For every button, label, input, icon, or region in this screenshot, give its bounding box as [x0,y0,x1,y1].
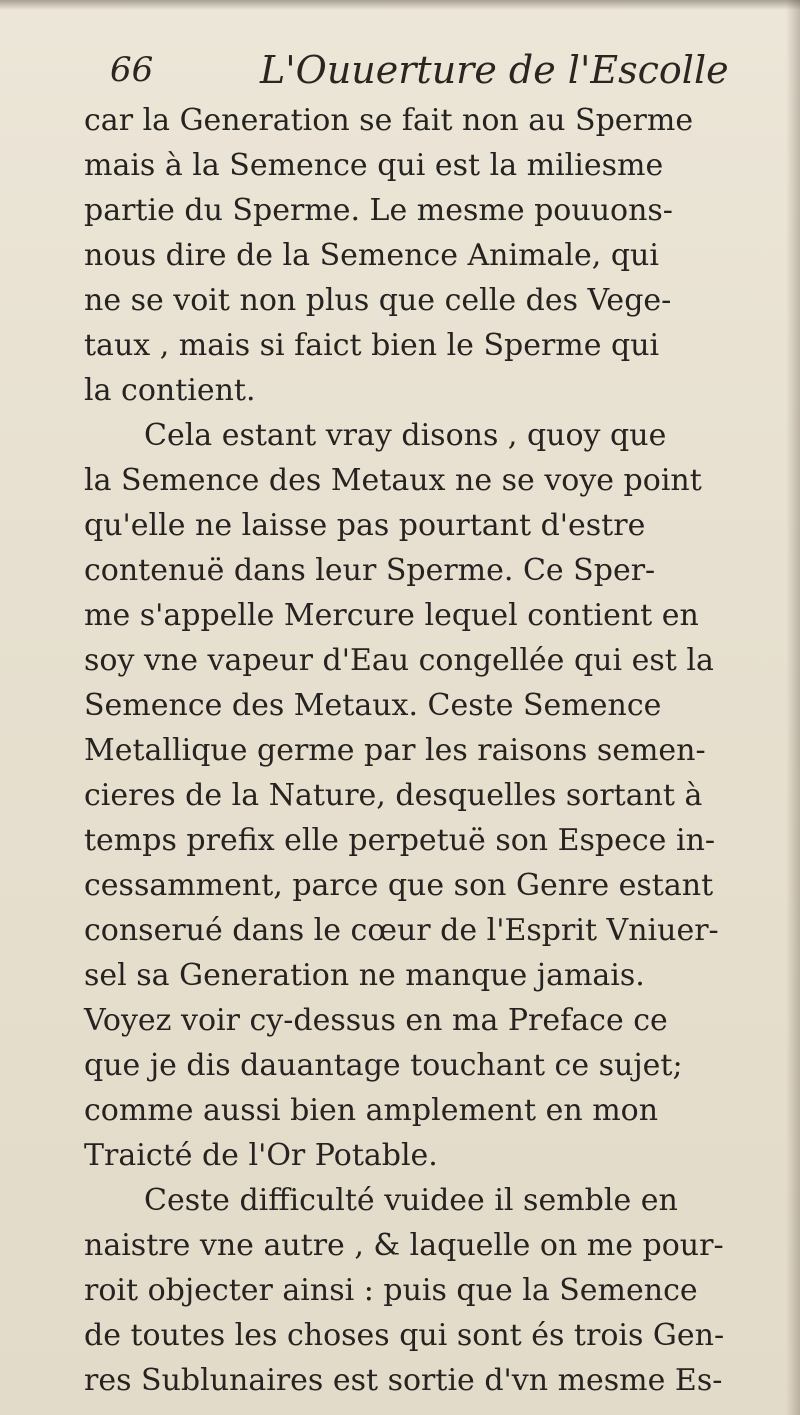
text-line: conserué dans le cœur de l'Esprit Vniuer- [84,913,719,948]
text-line: que je dis dauantage touchant ce sujet; [84,1048,683,1083]
text-line: cieres de la Nature, desquelles sortant à [84,778,703,813]
text-line: soy vne vapeur d'Eau congellée qui est la [84,643,714,678]
text-line: sel sa Generation ne manque jamais. [84,958,645,993]
text-line: Metallique germe par les raisons semen- [84,733,706,768]
running-head: L'Ouuerture de l'Escolle [260,48,729,92]
text-line: la Semence des Metaux ne se voye point [84,463,702,498]
text-line: temps prefix elle perpetuë son Espece in- [84,823,716,858]
text-line: qu'elle ne laisse pas pourtant d'estre [84,508,646,543]
text-line: mais à la Semence qui est la miliesme [84,148,664,183]
text-line: Voyez voir cy-dessus en ma Preface ce [84,1003,668,1038]
text-line: Traicté de l'Or Potable. [84,1138,438,1173]
text-line: res Sublunaires est sortie d'vn mesme Es- [84,1363,723,1398]
text-line: la contient. [84,373,256,408]
text-line: ne se voit non plus que celle des Vege- [84,283,672,318]
page-header [110,44,729,96]
text-line: comme aussi bien amplement en mon [84,1093,659,1128]
text-line: contenuë dans leur Sperme. Ce Sper- [84,553,656,588]
text-line: me s'appelle Mercure lequel contient en [84,598,699,633]
text-line: partie du Sperme. Le mesme pouuons- [84,193,673,228]
text-line: car la Generation se fait non au Sperme [84,103,694,138]
text-line: de toutes les choses qui sont és trois Gen- [84,1318,725,1353]
text-line: naistre vne autre , & laquelle on me pour- [84,1228,724,1263]
text-line: cessamment, parce que son Genre estant [84,868,714,903]
body-text [84,98,800,1403]
text-line: roit objecter ainsi : puis que la Semence [84,1273,698,1308]
text-line: Cela estant vray disons , quoy que [144,418,667,453]
page-top-shadow [0,0,800,10]
text-line: nous dire de la Semence Animale, qui [84,238,659,273]
text-line: Ceste difficulté vuidee il semble en [144,1183,678,1218]
page-number: 66 [110,50,154,90]
text-line: taux , mais si faict bien le Sperme qui [84,328,660,363]
text-line: Semence des Metaux. Ceste Semence [84,688,662,723]
